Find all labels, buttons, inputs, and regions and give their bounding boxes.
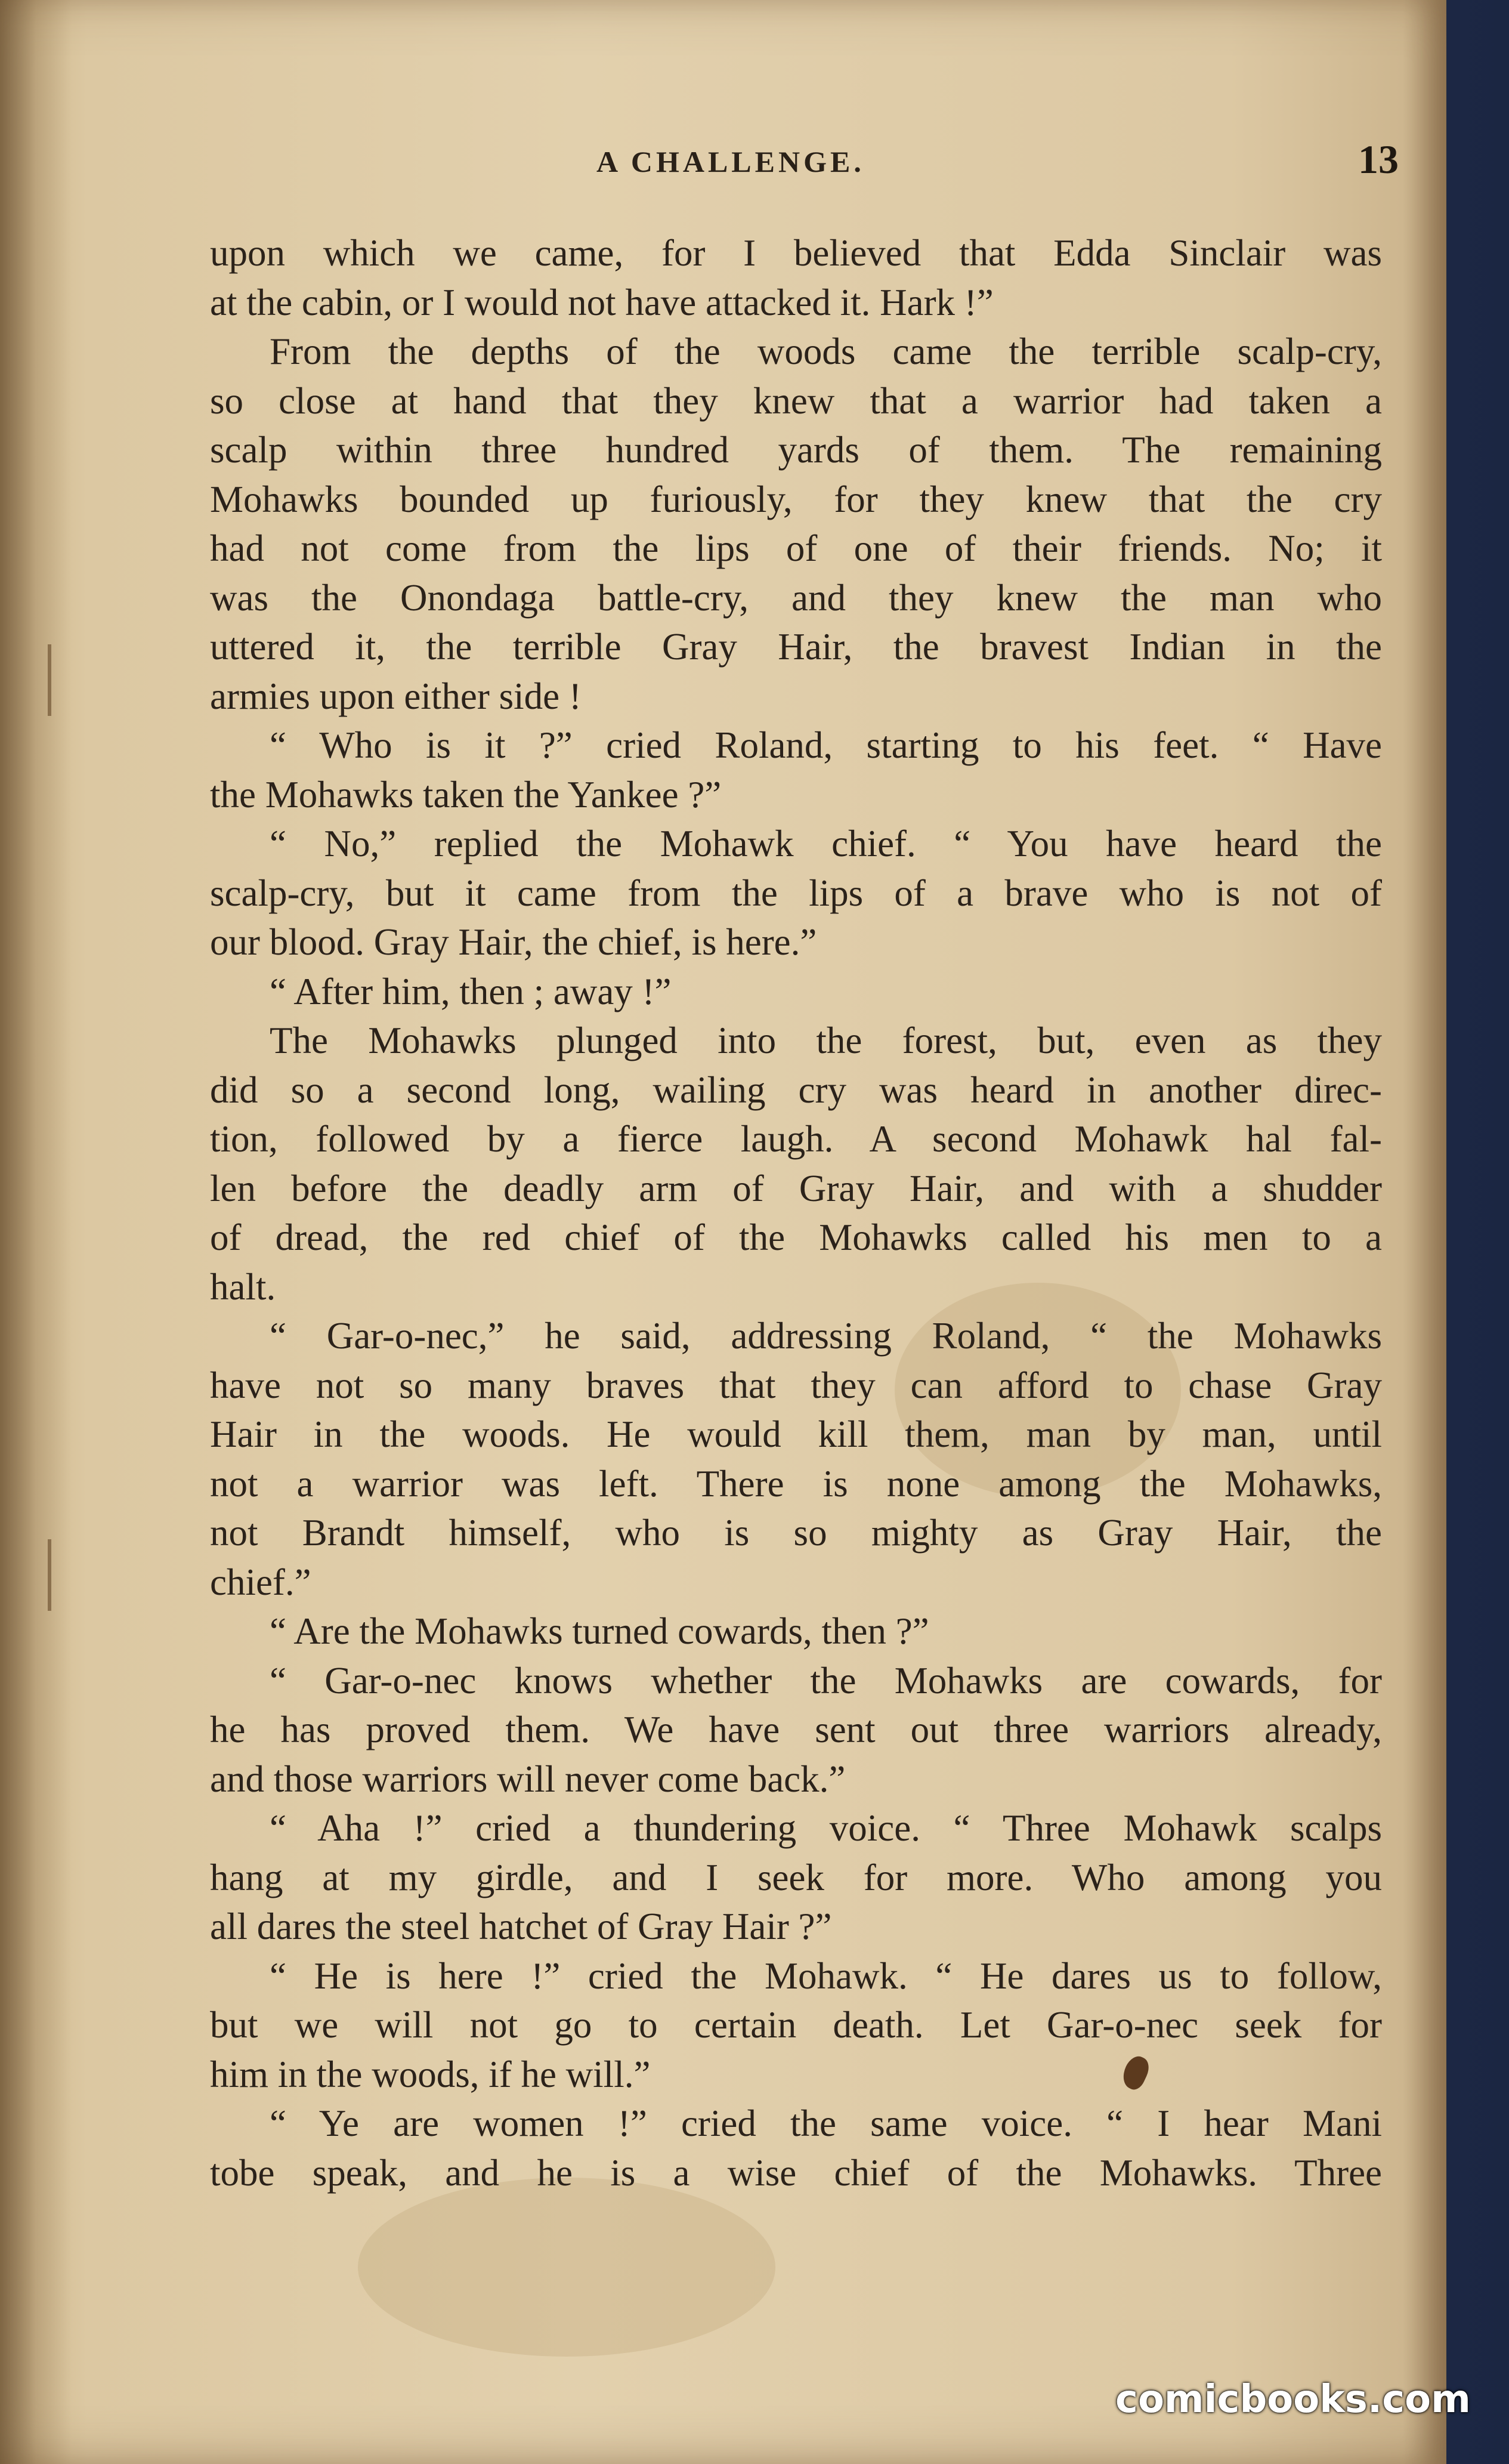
text-line: hang at my girdle, and I seek for more. Who among you [210,1856,1382,1898]
text-line: tobe speak, and he is a wise chief of the Mohawks. Three [210,2151,1382,2194]
text-line: “ Aha !” cried a thundering voice. “ Three Mohawk scalps [270,1807,1382,1849]
text-line: “ Who is it ?” cried Roland, starting to his feet. “ Have [270,724,1382,766]
text-line: scalp-cry, but it came from the lips of a brave who is not of [210,872,1382,914]
text-line: and those warriors will never come back.” [210,1758,846,1800]
text-line: “ No,” replied the Mohawk chief. “ You have heard the [270,823,1382,864]
text-line: “ Are the Mohawks turned cowards, then ?” [270,1610,929,1652]
text-line: From the depths of the woods came the terrible scalp-cry, [270,331,1382,372]
text-line: chief.” [210,1561,311,1603]
text-line: uttered it, the terrible Gray Hair, the bravest Indian in the [210,626,1382,668]
text-line: so close at hand that they knew that a warrior had taken a [210,379,1382,422]
watermark-text: comicbooks.com [1115,2377,1471,2422]
running-head: A CHALLENGE. [596,145,865,178]
text-line: upon which we came, for I believed that Edda Sinclair was [210,232,1382,274]
text-line: “ Ye are women !” cried the same voice. “ I hear Mani [270,2102,1382,2144]
margin-mark [48,644,75,716]
text-line: tion, followed by a fierce laugh. A second Mohawk hal fal- [210,1118,1382,1160]
text-line: at the cabin, or I would not have attacked it. Hark !” [210,281,994,323]
text-line: Hair in the woods. He would kill them, man by man, until [210,1413,1382,1455]
text-line: of dread, the red chief of the Mohawks called his men to a [210,1216,1382,1258]
margin-mark [48,1539,75,1611]
text-line: have not so many braves that they can afford to chase Gray [210,1364,1382,1406]
body-text [210,229,1382,2197]
text-line: all dares the steel hatchet of Gray Hair ?” [210,1906,832,1947]
text-line: “ Gar-o-nec,” he said, addressing Roland, “ the Mohawks [270,1315,1382,1357]
text-line: he has proved them. We have sent out three warriors already, [210,1709,1382,1750]
text-line: “ After him, then ; away !” [270,970,672,1012]
text-line: was the Onondaga battle-cry, and they knew the man who [210,576,1382,619]
text-line: our blood. Gray Hair, the chief, is here.” [210,921,817,963]
text-line: Mohawks bounded up furiously, for they knew that the cry [210,478,1382,520]
text-line: scalp within three hundred yards of them. The remaining [210,429,1382,471]
gutter-shadow [0,0,72,2464]
text-line: but we will not go to certain death. Let Gar-o-nec seek for [210,2004,1382,2046]
page-number: 13 [1358,137,1399,182]
text-line: not Brandt himself, who is so mighty as Gray Hair, the [210,1512,1382,1554]
text-line: him in the woods, if he will.” [210,2053,651,2095]
text-line: “ He is here !” cried the Mohawk. “ He dares us to follow, [270,1954,1382,1997]
text-line: The Mohawks plunged into the forest, but, even as they [270,1020,1382,1061]
text-line: not a warrior was left. There is none among the Mohawks, [210,1462,1382,1505]
text-line: the Mohawks taken the Yankee ?” [210,773,722,816]
text-line: did so a second long, wailing cry was heard in another direc- [210,1069,1382,1111]
text-line: len before the deadly arm of Gray Hair, and with a shudder [210,1167,1382,1209]
text-line: “ Gar-o-nec knows whether the Mohawks are cowards, for [270,1659,1382,1702]
paper-stain [358,2178,775,2357]
text-line: had not come from the lips of one of their friends. No; it [210,527,1382,569]
text-line: halt. [210,1265,276,1308]
text-line: armies upon either side ! [210,675,582,717]
